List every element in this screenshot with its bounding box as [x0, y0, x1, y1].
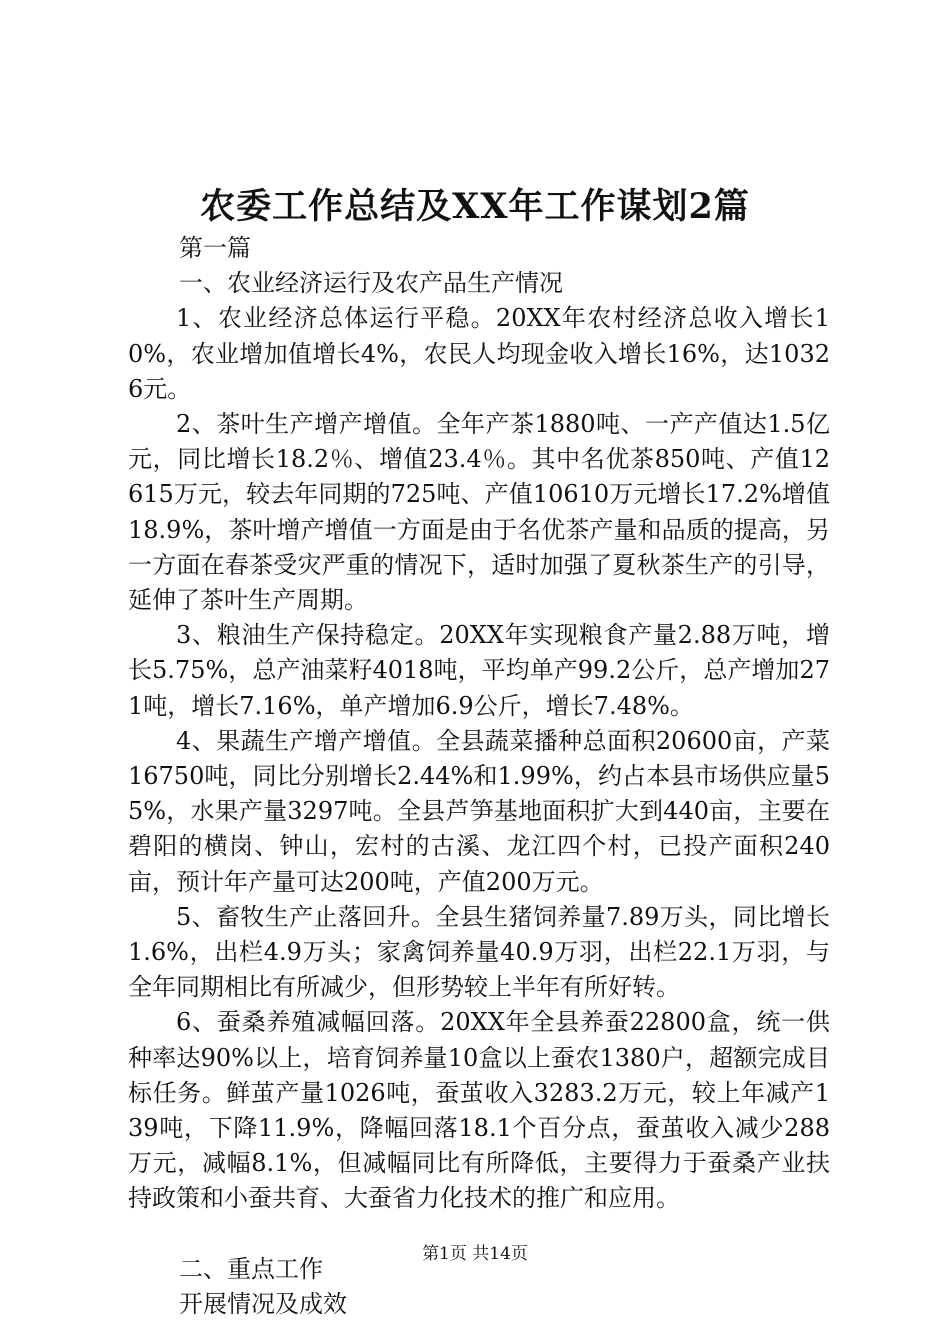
document-title: 农委工作总结及XX年工作谋划2篇: [200, 186, 750, 227]
heading-key-work: 二、重点工作: [179, 1254, 323, 1283]
paragraph-overall-economy: 1、农业经济总体运行平稳。20XX年农村经济总收入增长10%，农业增加值增长4%，农民人均现金收入增长16%，达10326元。: [128, 304, 830, 403]
page-number-footer: 第1页 共14页: [422, 1244, 528, 1264]
paragraph-livestock: 5、畜牧生产止落回升。全县生猪饲养量7.89万头，同比增长1.6%，出栏4.9万头；家禽饲养量40.9万羽，出栏22.1万羽，与全年同期相比有所减少，但形势较上半年有所好转。: [128, 902, 830, 1002]
section-label: 第一篇: [179, 234, 251, 262]
paragraph-grain-oil: 3、粮油生产保持稳定。20XX年实现粮食产量2.88万吨，增长5.75%，总产油菜籽4018吨，平均单产99.2公斤，总产增加271吨，增长7.16%，单产增加6.9公斤，增长7.48%。: [128, 621, 830, 720]
heading-key-work-sub: 开展情况及成效: [179, 1289, 347, 1318]
paragraph-fruit-vegetable: 4、果蔬生产增产增值。全县蔬菜播种总面积20600亩，产菜16750吨，同比分别增长2.44%和1.99%，约占本县市场供应量55%，水果产量3297吨。全县芦笋基地面积扩大到440亩，主要在碧阳的横岗、钟山，宏村的古溪、龙江四个村，已投产面积240亩，预计年产量可达200吨，产值200万元。: [128, 726, 830, 896]
paragraph-sericulture: 6、蚕桑养殖减幅回落。20XX年全县养蚕22800盒，统一供种率达90%以上，培育饲养量10盒以上蚕农1380户，超额完成目标任务。鲜茧产量1026吨，蚕茧收入3283.2万元，较上年减产139吨，下降11.9%，降幅回落18.1个百分点，蚕茧收入减少288万元，减幅8.1%，但减幅同比有所降低，主要得力于蚕桑产业扶持政策和小蚕共育、大蚕省力化技术的推广和应用。: [128, 1008, 830, 1213]
document-body: [128, 231, 830, 1322]
paragraph-tea-production: 2、茶叶生产增产增值。全年产茶1880吨、一产产值达1.5亿元，同比增长18.2％、增值23.4％。其中名优茶850吨、产值12615万元，较去年同期的725吨、产值10610万元增长17.2%增值18.9%，茶叶增产增值一方面是由于名优茶产量和品质的提高，另一方面在春茶受灾严重的情况下，适时加强了夏秋茶生产的引导，延伸了茶叶生产周期。: [128, 410, 830, 615]
heading-economy: 一、农业经济运行及农产品生产情况: [179, 269, 563, 298]
